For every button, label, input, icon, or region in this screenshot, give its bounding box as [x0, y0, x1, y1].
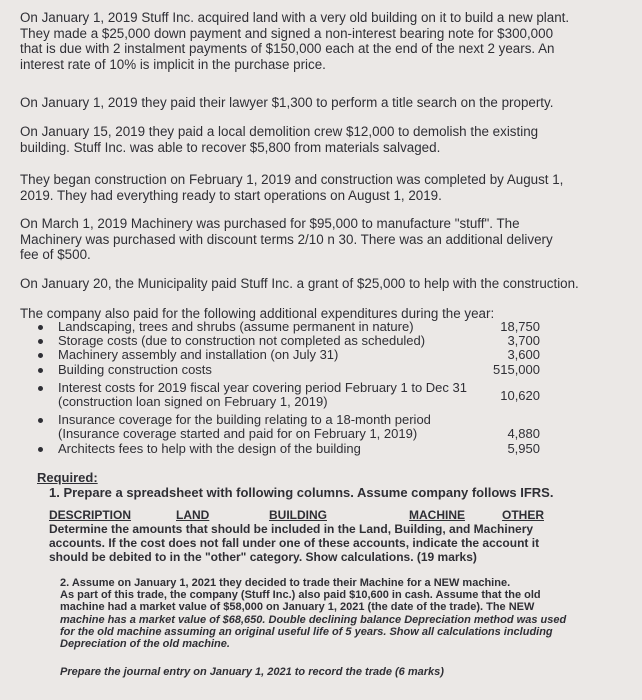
column-machine: MACHINE [409, 508, 465, 522]
paragraph-demolition [20, 124, 580, 155]
item-amount: 5,950 [507, 440, 540, 456]
text-line: On January 1, 2019 they paid their lawyer $1,300 to perform a title search on the property. [20, 95, 554, 110]
item-amount: 10,620 [500, 387, 540, 403]
item-text: (Insurance coverage started and paid for on February 1, 2019) [58, 426, 418, 442]
bullet-icon [38, 325, 43, 330]
list-item [58, 381, 558, 409]
text-line: machine has a market value of $68,650. Double declining balance Depreciation method was used [60, 613, 567, 626]
item-amount: 18,750 [500, 319, 540, 334]
column-other: OTHER [502, 508, 544, 522]
list-item [58, 442, 558, 456]
list-item [58, 320, 558, 334]
item-text: Architects fees to help with the design of the building [58, 440, 361, 456]
item-text: Storage costs (due to construction not completed as scheduled) [58, 333, 426, 349]
required-heading: Required: [37, 470, 98, 485]
text-line: They made a $25,000 down payment and signed a non-interest bearing note for $300,000 [20, 25, 554, 41]
item-text: Interest costs for 2019 fiscal year covering period February 1 to Dec 31 [58, 379, 467, 395]
text-line: As part of this trade, the company (Stuff Inc.) also paid $10,600 in cash. Assume that the old [60, 589, 541, 602]
item-amount: 515,000 [493, 361, 540, 377]
expenditure-list [58, 320, 558, 456]
item-amount: 3,600 [507, 347, 540, 363]
text-line: fee of $500. [20, 247, 91, 262]
text-line: Machinery was purchased with discount terms 2/10 n 30. There was an additional delivery [20, 231, 553, 247]
text-line: 2019. They had everything ready to start operations on August 1, 2019. [20, 187, 442, 203]
paragraph-acquisition [20, 10, 580, 72]
question-1-title: 1. Prepare a spreadsheet with following columns. Assume company follows IFRS. [49, 485, 554, 500]
bullet-icon [38, 386, 43, 391]
text-line: They began construction on February 1, 2019 and construction was completed by August 1, [20, 172, 564, 187]
text-line: On January 20, the Municipality paid Stuff Inc. a grant of $25,000 to help with the construction. [20, 276, 579, 291]
bullet-icon [38, 447, 43, 452]
item-text: (construction loan signed on February 1, 2019) [58, 394, 328, 410]
text-line: Prepare the journal entry on January 1, 2021 to record the trade (6 marks) [60, 666, 444, 678]
column-land: LAND [176, 508, 210, 522]
text-line: interest rate of 10% is implicit in the purchase price. [20, 56, 326, 72]
item-text: Landscaping, trees and shrubs (assume permanent in nature) [58, 319, 414, 334]
text-line: On January 15, 2019 they paid a local demolition crew $12,000 to demolish the existing [20, 124, 539, 139]
question-1-body [49, 522, 609, 564]
paragraph-lawyer [20, 95, 580, 111]
bullet-icon [38, 418, 43, 423]
question-2-final [60, 666, 620, 679]
text-line: On January 1, 2019 Stuff Inc. acquired land with a very old building on it to build a new plant. [20, 10, 570, 25]
text-line: On March 1, 2019 Machinery was purchased for $95,000 to manufacture "stuff". The [20, 216, 520, 231]
item-amount: 4,880 [507, 426, 540, 442]
text-line: machine had a market value of $58,000 on January 1, 2021 (the date of the trade). The NEW [60, 601, 535, 614]
column-building: BUILDING [269, 508, 327, 522]
item-text: Machinery assembly and installation (on July 31) [58, 347, 339, 363]
column-description: DESCRIPTION [49, 508, 132, 522]
item-amount: 3,700 [507, 333, 540, 349]
text-line: Determine the amounts that should be included in the Land, Building, and Machinery [49, 522, 534, 536]
paragraph-machinery [20, 216, 580, 263]
text-line: should be debited to in the "other" category. Show calculations. (19 marks) [49, 550, 477, 564]
text-line: for the old machine assuming an original useful life of 5 years. Show all calculations including [60, 625, 553, 638]
list-item [58, 334, 558, 348]
text-line: building. Stuff Inc. was able to recover $5,800 from materials salvaged. [20, 139, 441, 155]
required-section [37, 470, 597, 500]
item-text: Building construction costs [58, 361, 212, 377]
text-line: 2. Assume on January 1, 2021 they decided to trade their Machine for a NEW machine. [60, 577, 511, 589]
list-item [58, 363, 558, 377]
bullet-icon [38, 339, 43, 344]
question-2 [60, 577, 620, 650]
bullet-icon [38, 353, 43, 358]
bullet-icon [38, 368, 43, 373]
paragraph-construction [20, 172, 580, 203]
item-text: Insurance coverage for the building relating to a 18-month period [58, 412, 431, 428]
text-line: The company also paid for the following additional expenditures during the year: [20, 306, 495, 321]
text-line: Depreciation of the old machine. [60, 638, 230, 651]
paragraph-grant [20, 276, 580, 292]
text-line: accounts. If the cost does not fall under one of these accounts, indicate the account it [49, 536, 540, 550]
text-line: that is due with 2 instalment payments of $150,000 each at the end of the next 2 years. An [20, 41, 555, 56]
list-item [58, 348, 558, 362]
list-item [58, 413, 558, 441]
